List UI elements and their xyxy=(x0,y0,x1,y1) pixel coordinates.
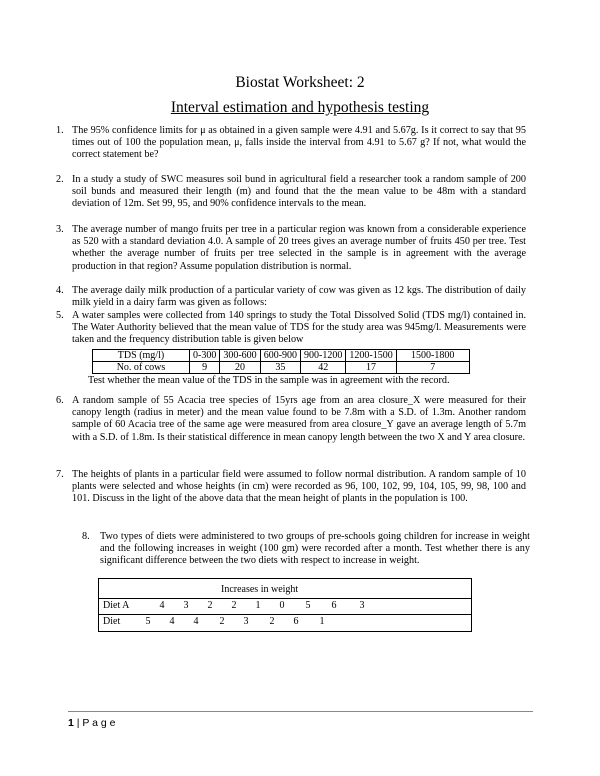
diet-a-value: 6 xyxy=(331,600,337,611)
subtitle-text: Interval estimation and hypothesis testing xyxy=(170,99,430,116)
footer-separator: | xyxy=(73,717,83,729)
question-text: A water samples were collected from 140 springs to study the Total Dissolved Solid (TDS mg/l) contained in. The Water Authority believed that the mean value of TDS for the study area was 945mg/l. Measurements were taken and the frequency distribution table is given below xyxy=(72,310,526,346)
diet-table-caption: Increases in weight xyxy=(221,584,299,595)
question-number: 6. xyxy=(56,395,64,406)
table-cell: 20 xyxy=(220,362,260,374)
question-text: In a study a study of SWC measures soil bund in agricultural field a researcher took a random sample of 200 soil bunds and measured their length (m) and found that the the mean value to be 48m with a standard deviation of 12m. Set 99, 95, and 90% confidence intervals to the mean. xyxy=(72,174,526,210)
table-row xyxy=(93,362,470,374)
table-cell: 1500-1800 xyxy=(396,350,469,362)
footer-divider xyxy=(68,711,533,712)
question-1 xyxy=(56,125,526,162)
question-number: 7. xyxy=(56,469,64,480)
diet-b-value: 1 xyxy=(319,616,325,627)
table-cell: 42 xyxy=(301,362,346,374)
question-text: The heights of plants in a particular field were assumed to follow normal distribution. A random sample of 10 plants were selected and whose heights (in cm) were recorded as 96, 100, 102, 99, 104, 105, 99, 98, 100 and 101. Discuss in the light of the above data that the mean height of plants in the population is 100. xyxy=(72,469,526,505)
diet-b-value: 2 xyxy=(219,616,225,627)
table-cell: 900-1200 xyxy=(301,350,346,362)
diet-weight-table xyxy=(98,578,472,632)
diet-a-value: 2 xyxy=(207,600,213,611)
table-cell: 9 xyxy=(190,362,220,374)
diet-a-value: 3 xyxy=(359,600,365,611)
table-cell: 7 xyxy=(396,362,469,374)
table-cell: 17 xyxy=(346,362,396,374)
table-cell: 600-900 xyxy=(260,350,300,362)
question-number: 8. xyxy=(82,531,90,542)
diet-b-value: 4 xyxy=(193,616,199,627)
question-number: 3. xyxy=(56,224,64,235)
footer-page-word: P a g e xyxy=(82,717,116,729)
diet-a-value: 3 xyxy=(183,600,189,611)
diet-b-value: 2 xyxy=(269,616,275,627)
question-6 xyxy=(56,395,526,444)
table-row xyxy=(93,350,470,362)
table-cell: 300-600 xyxy=(220,350,260,362)
worksheet-title: Biostat Worksheet: 2 xyxy=(235,74,365,91)
question-8 xyxy=(82,531,530,568)
diet-a-value: 1 xyxy=(255,600,261,611)
question-text: Two types of diets were administered to two groups of pre-schools going children for increase in weight and the following increases in weight (100 gm) were recorded after a month. Test whether there is any significant difference between the two diets with respect to increase in weight. xyxy=(100,531,530,567)
diet-a-value: 4 xyxy=(159,600,165,611)
question-number: 4. xyxy=(56,285,64,296)
diet-a-value: 2 xyxy=(231,600,237,611)
diet-a-value: 0 xyxy=(279,600,285,611)
page-number: 1 xyxy=(68,717,74,729)
question-3 xyxy=(56,224,526,273)
diet-a-value: 5 xyxy=(305,600,311,611)
question-number: 5. xyxy=(56,310,64,321)
question-text: The 95% confidence limits for μ as obtained in a given sample were 4.91 and 5.67g. Is it correct to say that 95 times out of 100 the population mean, μ, falls inside the interval from 4.91 to 5.67 g? If not, what would the correct statement be? xyxy=(72,125,526,161)
diet-b-label: Diet xyxy=(103,616,121,627)
table-cell: 1200-1500 xyxy=(346,350,396,362)
question-5 xyxy=(56,310,526,347)
question-number: 2. xyxy=(56,174,64,185)
diet-b-value: 4 xyxy=(169,616,175,627)
table-cell: 0-300 xyxy=(190,350,220,362)
page-footer xyxy=(68,717,116,729)
diet-a-label: Diet A xyxy=(103,600,130,611)
question-text: A random sample of 55 Acacia tree species of 15yrs age from an area closure_X were measured for their canopy length (radius in meter) and the mean value found to be 7.8m with a S.D. of 1.3m. Another random sample of 60 Acacia tree of the same age were measured from area closure_Y gave an average length of 5.7m with a S.D. of 1.8m. Is their statistical difference in mean canopy length between the two X and Y area closure. xyxy=(72,395,526,443)
table-divider xyxy=(99,598,471,599)
question-7 xyxy=(56,469,526,506)
question-5-instruction: Test whether the mean value of the TDS in the sample was in agreement with the record. xyxy=(88,375,450,386)
diet-b-value: 6 xyxy=(293,616,299,627)
worksheet-subtitle xyxy=(0,99,600,117)
question-text: The average number of mango fruits per tree in a particular region was known from a considerable experience as 520 with a standard deviation 4.0. A sample of 20 trees gives an average number of fruits 450 per tree. Test whether the average number of fruits per tree selected in the sample is in agreement with the average production in that region? Assume population distribution is normal. xyxy=(72,224,526,272)
table-cell: TDS (mg/l) xyxy=(93,350,190,362)
table-cell: 35 xyxy=(260,362,300,374)
question-2 xyxy=(56,174,526,211)
table-divider xyxy=(99,614,471,615)
tds-frequency-table xyxy=(92,349,470,374)
question-4 xyxy=(56,285,526,309)
question-text: The average daily milk production of a particular variety of cow was given as 12 kgs. The distribution of daily milk yield in a dairy farm was given as follows: xyxy=(72,285,526,309)
table-cell: No. of cows xyxy=(93,362,190,374)
diet-b-value: 3 xyxy=(243,616,249,627)
diet-b-value: 5 xyxy=(145,616,151,627)
question-number: 1. xyxy=(56,125,64,136)
